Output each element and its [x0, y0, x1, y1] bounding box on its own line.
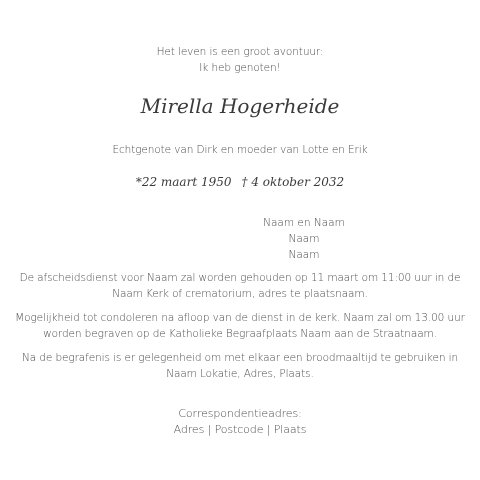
- motto-line-1: Het leven is een groot avontuur:: [156, 46, 324, 58]
- death-date: † 4 oktober 2032: [241, 175, 345, 189]
- family-relation: [0, 142, 480, 158]
- reception-paragraph: [0, 350, 480, 382]
- condolences-paragraph: [0, 310, 480, 342]
- condolences-line-1: Mogelijkheid tot condoleren na afloop van de dienst in de kerk. Naam zal om 13.00 uur: [15, 312, 465, 324]
- service-paragraph: [0, 270, 480, 302]
- reception-line-1: Na de begrafenis is er gelegenheid om met elkaar een broodmaaltijd te gebruiken in: [21, 352, 459, 364]
- correspondence-address-line: Adres | Postcode | Plaats: [173, 423, 307, 436]
- condolences-line-2: worden begraven op de Katholieke Begraafplaats Naam aan de Straatnaam.: [43, 328, 437, 340]
- service-line-1: De afscheidsdienst voor Naam zal worden gehouden op 11 maart om 11:00 uur in de: [19, 272, 461, 284]
- relation-text: Echtgenote van Dirk en moeder van Lotte en Erik: [112, 144, 368, 156]
- family-names: [254, 215, 354, 263]
- birth-date: *22 maart 1950: [135, 175, 232, 189]
- family-name-line: Naam: [288, 233, 320, 245]
- service-line-2: Naam Kerk of crematorium, adres te plaatsnaam.: [112, 288, 368, 300]
- life-dates: [0, 173, 480, 191]
- correspondence-label: Correspondentieadres:: [178, 407, 302, 420]
- family-name-line: Naam: [288, 249, 320, 261]
- family-name-line: Naam en Naam: [263, 217, 345, 229]
- reception-line-2: Naam Lokatie, Adres, Plaats.: [166, 368, 314, 380]
- motto: [0, 44, 480, 76]
- motto-line-2: Ik heb genoten!: [199, 62, 281, 74]
- deceased-name: Mirella Hogerheide: [140, 94, 340, 118]
- correspondence-address: [0, 406, 480, 438]
